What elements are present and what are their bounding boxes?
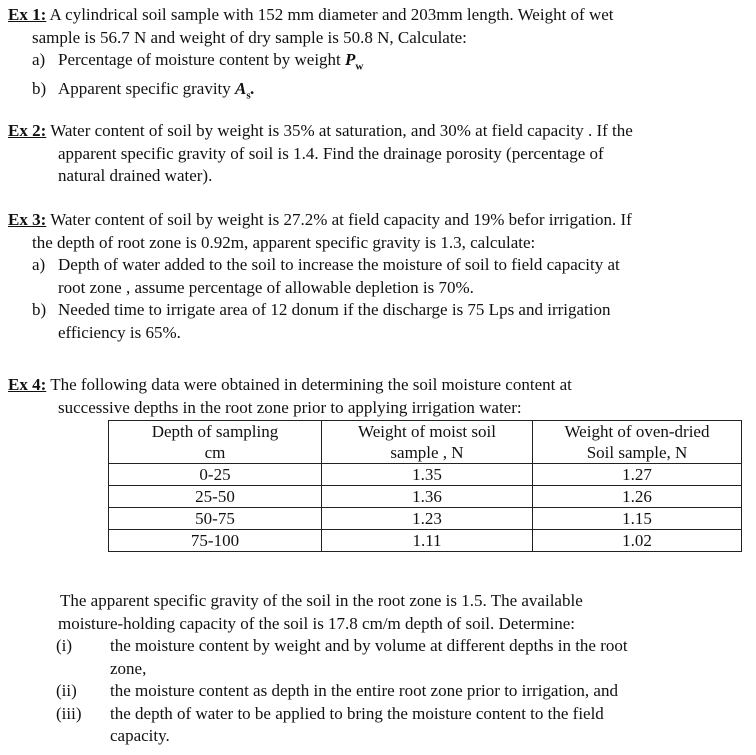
ex4-label: Ex 4: [8, 375, 47, 394]
item-text-continued: capacity. [110, 726, 170, 745]
table-row [109, 508, 742, 530]
ex2-line-3: natural drained water). [58, 166, 213, 185]
ex1-label: Ex 1: [8, 5, 47, 24]
ex3-line-1 [8, 209, 752, 232]
soil-data-table [108, 420, 742, 552]
cell-moist: 1.35 [322, 464, 533, 486]
ex3-item-a [8, 254, 752, 277]
ex2-line-2: apparent specific gravity of soil is 1.4. Find the drainage porosity (percentage of [58, 143, 604, 163]
item-mark: (ii) [56, 681, 77, 700]
cell-moist: 1.11 [322, 530, 533, 552]
cell-moist: 1.36 [322, 486, 533, 508]
ex1-a-mark: a) [32, 50, 46, 69]
ex4-line-2: successive depths in the root zone prior to applying irrigation water: [58, 397, 522, 417]
ex3-a-mark: a) [32, 255, 46, 274]
table-row [109, 464, 742, 486]
ex4-para-line-1: The apparent specific gravity of the soil in the root zone is 1.5. The available [60, 591, 583, 610]
list-item [8, 680, 752, 703]
cell-depth: 50-75 [109, 508, 322, 530]
ex2-label: Ex 2: [8, 121, 47, 140]
item-text: the moisture content as depth in the entire root zone prior to irrigation, and [110, 681, 618, 700]
ex2-line1-text: Water content of soil by weight is 35% at saturation, and 30% at field capacity . If the [46, 121, 633, 140]
ex1-a-text: Percentage of moisture content by weight [58, 50, 346, 69]
ex1-item-a [8, 49, 752, 78]
header-dry-weight: Weight of oven-dried Soil sample, N [533, 421, 742, 464]
ex3-b-mark: b) [32, 300, 47, 319]
ex3-line1-text: Water content of soil by weight is 27.2% at field capacity and 19% befor irrigation. If [46, 210, 632, 229]
cell-dry: 1.27 [533, 464, 742, 486]
list-item [8, 635, 752, 658]
cell-dry: 1.15 [533, 508, 742, 530]
ex4-determine-list [8, 635, 752, 748]
ex3-b-line2: efficiency is 65%. [58, 322, 181, 342]
ex1-line1-text: A cylindrical soil sample with 152 mm diameter and 203mm length. Weight of wet [46, 5, 614, 24]
ex1-b-end: . [250, 78, 255, 98]
ex1-b-mark: b) [32, 78, 47, 98]
exercise-1 [8, 4, 752, 107]
exercise-3 [8, 209, 752, 344]
ex1-b-text: Apparent specific gravity [58, 78, 236, 98]
ex3-a-line2: root zone , assume percentage of allowable depletion is 70%. [58, 277, 474, 297]
cell-dry: 1.02 [533, 530, 742, 552]
item-mark: (i) [56, 636, 73, 655]
ex1-item-b [8, 78, 752, 107]
cell-moist: 1.23 [322, 508, 533, 530]
table-header-row [109, 421, 742, 464]
ex4-para-line-2: moisture-holding capacity of the soil is 17.8 cm/m depth of soil. Determine: [58, 613, 575, 633]
ex3-item-b [8, 299, 752, 322]
ex1-line-2: sample is 56.7 N and weight of dry sample is 50.8 N, Calculate: [32, 27, 467, 47]
header-depth: Depth of sampling cm [109, 421, 322, 464]
symbol-as: $A_s$ [235, 78, 251, 102]
cell-depth: 25-50 [109, 486, 322, 508]
item-text: the moisture content by weight and by volume at different depths in the root [110, 636, 628, 655]
ex4-paragraph [60, 590, 750, 635]
symbol-pw: $P_w$ [345, 50, 364, 73]
exercise-2 [8, 120, 752, 188]
item-mark: (iii) [56, 703, 82, 723]
table-row [109, 486, 742, 508]
item-text: the depth of water to be applied to bring the moisture content to the field [110, 703, 604, 723]
ex3-b-line1: Needed time to irrigate area of 12 donum if the discharge is 75 Lps and irrigation [58, 300, 611, 319]
header-moist-weight: Weight of moist soil sample , N [322, 421, 533, 464]
exercise-4 [8, 374, 752, 419]
ex3-line-2: the depth of root zone is 0.92m, apparent specific gravity is 1.3, calculate: [32, 232, 536, 252]
table-row [109, 530, 742, 552]
ex1-line-1 [8, 4, 752, 27]
cell-depth: 75-100 [109, 530, 322, 552]
cell-dry: 1.26 [533, 486, 742, 508]
ex4-line1-text: The following data were obtained in determining the soil moisture content at [46, 375, 572, 394]
ex4-line-1 [8, 374, 752, 397]
item-text-continued: zone, [110, 658, 147, 678]
list-item [8, 703, 752, 726]
ex3-a-line1: Depth of water added to the soil to increase the moisture of soil to field capacity at [58, 255, 620, 274]
cell-depth: 0-25 [109, 464, 322, 486]
ex3-label: Ex 3: [8, 210, 47, 229]
ex2-line-1 [8, 120, 752, 143]
